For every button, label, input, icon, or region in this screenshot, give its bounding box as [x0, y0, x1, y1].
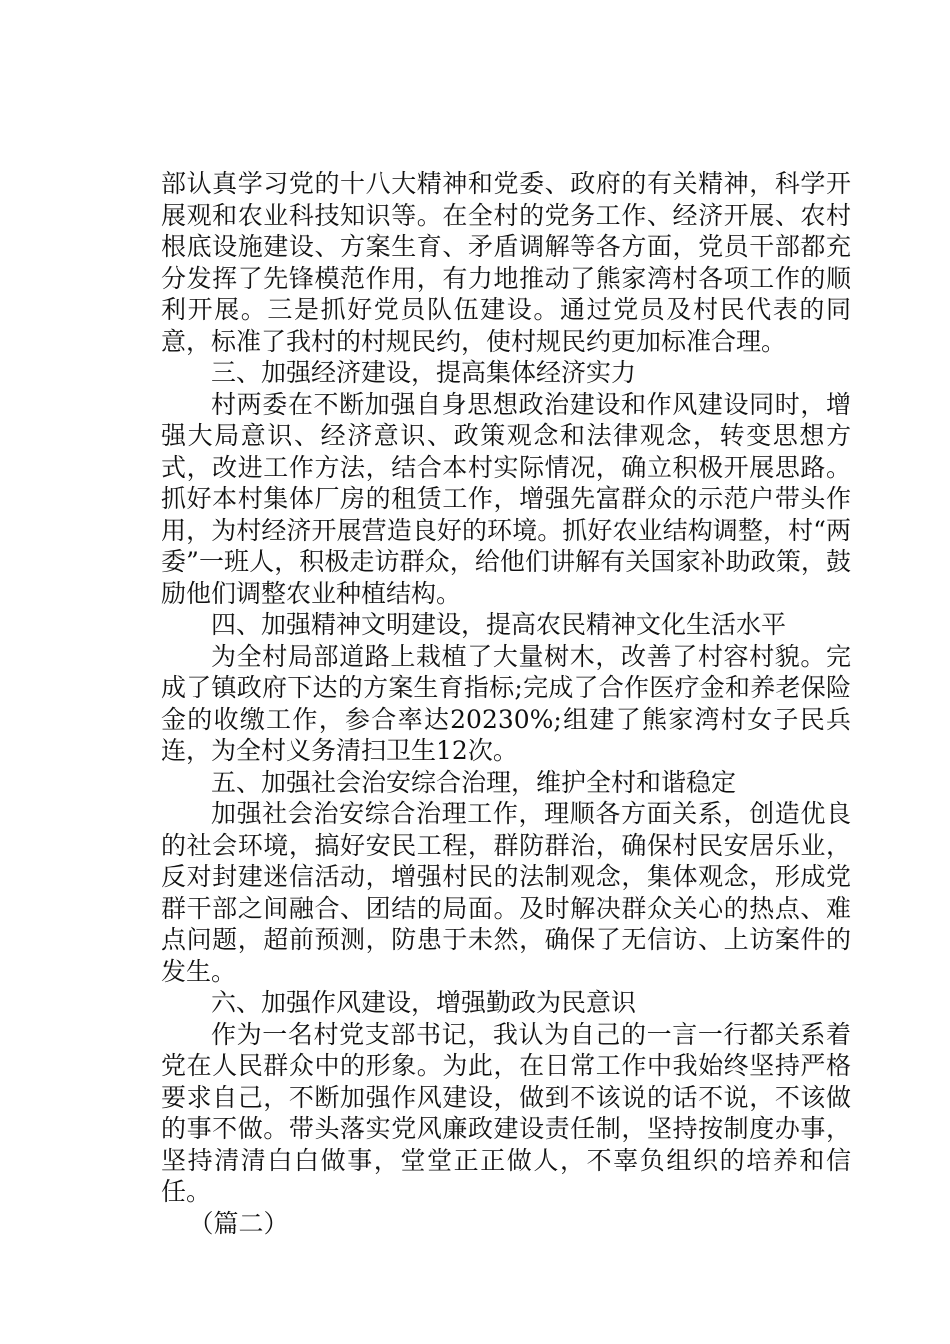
section-heading-public-security: 五、加强社会治安综合治理，维护全村和谐稳定	[211, 767, 737, 797]
section-heading-economic-construction: 三、加强经济建设，提高集体经济实力	[211, 358, 637, 387]
paragraph-party-study-continued: 部认真学习党的十八大精神和党委、政府的有关精神，科学开展观和农业科技知识等。在全村的党务工作、经济开展、农村根底设施建设、方案生育、矛盾调解等各方面，党员干部都充分发挥了先锋模范作用，有力地推动了熊家湾村各项工作的顺利开展。三是抓好党员队伍建设。通过党员及村民代表的同意，标准了我村的村规民约，使村规民约更加标准合理。	[161, 169, 851, 356]
section-heading-spiritual-civilization: 四、加强精神文明建设，提高农民精神文化生活水平	[211, 610, 787, 639]
part-two-label: （篇二）	[188, 1208, 289, 1238]
paragraph-spiritual-civilization: 为全村局部道路上栽植了大量树木，改善了村容村貌。完成了镇政府下达的方案生育指标;完成了合作医疗金和养老保险金的收缴工作，参合率达20230%;组建了熊家湾村女子民兵连，为全村义务清扫卫生12次。	[161, 641, 851, 765]
section-heading-work-style: 六、加强作风建设，增强勤政为民意识	[211, 988, 637, 1017]
paragraph-work-style: 作为一名村党支部书记，我认为自己的一言一行都关系着党在人民群众中的形象。为此，在日常工作中我始终坚持严格要求自己，不断加强作风建设，做到不该说的话不说，不该做的事不做。带头落实党风廉政建设责任制，坚持按制度办事，坚持清清白白做事，堂堂正正做人，不辜负组织的培养和信任。	[161, 1019, 851, 1206]
paragraph-economic-construction: 村两委在不断加强自身思想政治建设和作风建设同时，增强大局意识、经济意识、政策观念和法律观念，转变思想方式，改进工作方法，结合本村实际情况，确立积极开展思路。抓好本村集体厂房的租赁工作，增强先富群众的示范户带头作用，为村经济开展营造良好的环境。抓好农业结构调整，村“两委”一班人，积极走访群众，给他们讲解有关国家补助政策，鼓励他们调整农业种植结构。	[161, 389, 851, 608]
paragraph-public-security: 加强社会治安综合治理工作，理顺各方面关系，创造优良的社会环境，搞好安民工程，群防群治，确保村民安居乐业，反对封建迷信活动，增强村民的法制观念，集体观念，形成党群干部之间融合、团结的局面。及时解决群众关心的热点、难点问题，超前预测，防患于未然，确保了无信访、上访案件的发生。	[161, 799, 851, 986]
document-page	[161, 168, 851, 1239]
